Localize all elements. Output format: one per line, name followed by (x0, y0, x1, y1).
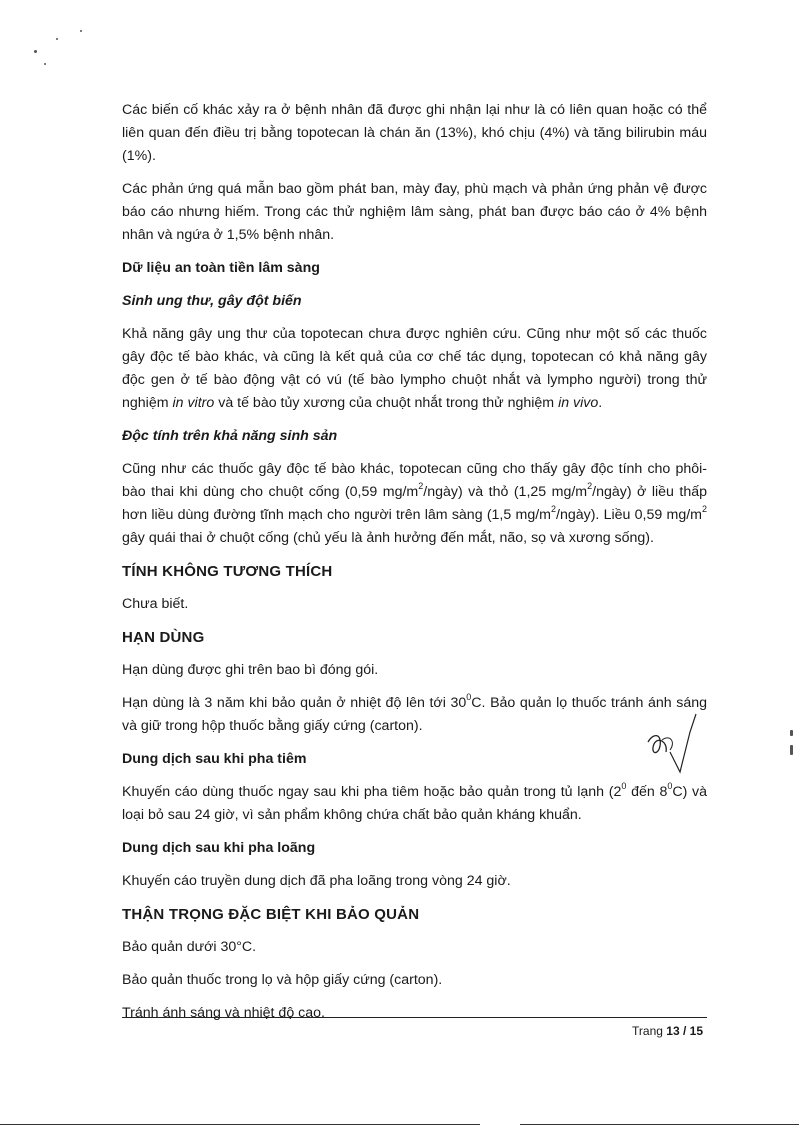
heading-preclinical-safety: Dữ liệu an toàn tiền lâm sàng (122, 260, 320, 276)
bottom-scan-edge (0, 1124, 799, 1125)
heading-shelf-life: HẠN DÙNG (122, 629, 205, 646)
paragraph-storage-light: Tránh ánh sáng và nhiệt độ cao. (122, 1005, 325, 1021)
paragraph-other-events: Các biến cố khác xảy ra ở bệnh nhân đã được ghi nhận lại như là có liên quan hoặc có thể liên quan đến điều trị bằng topotecan là chán ăn (13%), khó chịu (4%) và tăng bilirubin máu (1%). (122, 102, 707, 164)
paragraph-storage-container: Bảo quản thuốc trong lọ và hộp giấy cứng (carton). (122, 972, 443, 988)
paragraph-shelf-life-duration: Hạn dùng là 3 năm khi bảo quản ở nhiệt độ lên tới $30^0C$. Bảo quản lọ thuốc tránh ánh sáng và giữ trong hộp thuốc bằng giấy cứng (carton). (122, 692, 707, 734)
paragraph-incompatibilities: Chưa biết. (122, 596, 189, 612)
scan-speck (80, 30, 82, 32)
heading-diluted-solution: Dung dịch sau khi pha loãng (122, 840, 316, 856)
scan-speck (790, 730, 793, 736)
heading-storage-precautions: THẬN TRỌNG ĐẶC BIỆT KHI BẢO QUẢN (122, 906, 420, 923)
paragraph-hypersensitivity: Các phản ứng quá mẫn bao gồm phát ban, mày đay, phù mạch và phản ứng phản vệ được báo cáo nhưng hiếm. Trong các thử nghiệm lâm sàng, phát ban được báo cáo ở 4% bệnh nhân và ngứa ở 1,5% bệnh nhân. (122, 181, 707, 243)
paragraph-storage-temperature: Bảo quản dưới 30°C. (122, 939, 257, 955)
scan-speck (790, 745, 793, 755)
scan-speck (34, 50, 37, 53)
paragraph-carcinogenicity: Khả năng gây ung thư của topotecan chưa được nghiên cứu. Cũng như một số các thuốc gây độc tế bào khác, và cũng là kết quả của cơ chế tác dụng, topotecan có khả năng gây độc gen ở tế bào động vật có vú (tế bào lympho chuột nhắt và lympho người) trong thử nghiệm in vitro và tế bào tủy xương của chuột nhắt trong thử nghiệm in vivo. (122, 326, 707, 411)
heading-carcinogenicity: Sinh ung thư, gây đột biến (122, 293, 302, 309)
bottom-scan-gap (480, 1122, 520, 1126)
paragraph-reconstituted-solution: Khuyến cáo dùng thuốc ngay sau khi pha tiêm hoặc bảo quản trong tủ lạnh ($2^0$ đến $8^0C$) và loại bỏ sau 24 giờ, vì sản phẩm không chứa chất bảo quản kháng khuẩn. (122, 781, 707, 823)
scan-speck (44, 63, 46, 65)
page-number: Trang 13 / 15 (632, 1024, 703, 1038)
scan-speck (56, 38, 58, 40)
paragraph-reproductive-toxicity: Cũng như các thuốc gây độc tế bào khác, topotecan cũng cho thấy gây độc tính cho phôi-bào thai khi dùng cho chuột cống (0,59 $mg/m^2/ngày$) và thỏ (1,25 $mg/m^2/ngày$) ở liều thấp hơn liều dùng đường tĩnh mạch cho người trên lâm sàng (1,5 $mg/m^2/ngày$). Liều 0,59 $mg/m^2$ gây quái thai ở chuột cống (chủ yếu là ảnh hưởng đến mắt, não, sọ và xương sống). (122, 461, 707, 546)
footer-divider (122, 1017, 707, 1018)
heading-reproductive-toxicity: Độc tính trên khả năng sinh sản (122, 428, 338, 444)
heading-incompatibilities: TÍNH KHÔNG TƯƠNG THÍCH (122, 563, 333, 580)
heading-reconstituted-solution: Dung dịch sau khi pha tiêm (122, 751, 307, 767)
document-body (122, 99, 707, 1035)
handwritten-signature-mark (640, 712, 720, 782)
paragraph-shelf-life-package: Hạn dùng được ghi trên bao bì đóng gói. (122, 662, 379, 678)
paragraph-diluted-solution: Khuyến cáo truyền dung dịch đã pha loãng trong vòng 24 giờ. (122, 873, 511, 889)
